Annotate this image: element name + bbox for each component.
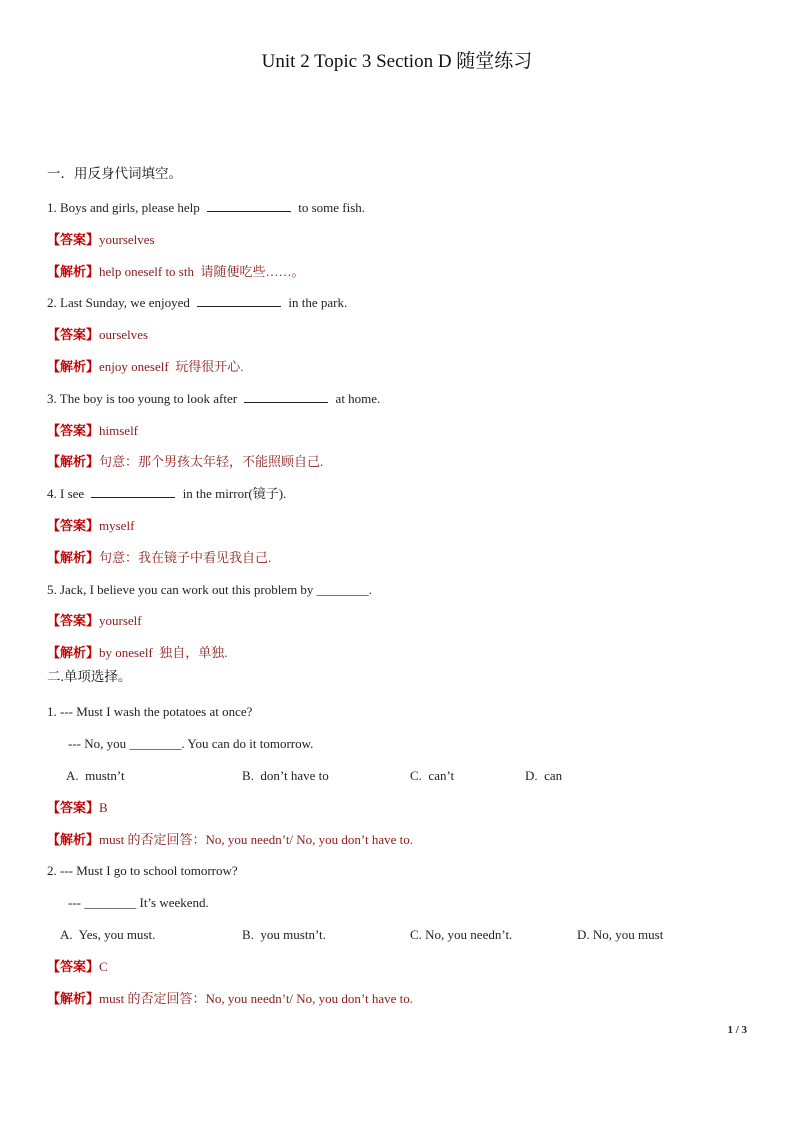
option-d: D. No, you must (577, 927, 664, 942)
section-heading-2: 二.单项选择。 (47, 669, 132, 684)
answer-tag: 【答案】 (47, 518, 100, 533)
answer-text: myself (99, 518, 135, 533)
answer-line-2-2 (47, 958, 108, 976)
analysis-text: must 的否定回答：No, you needn’t/ No, you don’t have to. (99, 832, 414, 847)
analysis-tag: 【解析】 (47, 454, 100, 469)
analysis-text: by oneself 独自，单独. (99, 645, 228, 660)
question-text-after: at home. (332, 391, 381, 406)
answer-text: himself (99, 423, 139, 438)
question-2-1-line2: --- No, you ________. You can do it tomorrow. (68, 736, 314, 751)
analysis-line-1-1 (47, 263, 304, 281)
answer-tag: 【答案】 (47, 327, 100, 342)
answer-tag: 【答案】 (47, 800, 100, 815)
question-text: 3. The boy is too young to look after (47, 391, 241, 406)
analysis-line-1-4 (47, 549, 271, 567)
question-2-2-line2: --- ________ It’s weekend. (68, 895, 209, 910)
option-c: C. can’t (410, 768, 455, 783)
answer-text: B (99, 800, 108, 815)
answer-blank (207, 199, 291, 212)
analysis-text: 句意：那个男孩太年轻，不能照顾自己. (99, 454, 324, 469)
answer-line-1-3 (47, 422, 138, 440)
question-1-5: 5. Jack, I believe you can work out this problem by ________. (47, 582, 372, 597)
analysis-tag: 【解析】 (47, 359, 100, 374)
answer-blank (244, 390, 328, 403)
analysis-tag: 【解析】 (47, 645, 100, 660)
analysis-line-2-2 (47, 990, 413, 1008)
analysis-text: 句意：我在镜子中看见我自己. (99, 550, 272, 565)
analysis-line-1-2 (47, 358, 243, 376)
page-title: Unit 2 Topic 3 Section D 随堂练习 (261, 51, 533, 72)
analysis-tag: 【解析】 (47, 550, 100, 565)
answer-line-1-4 (47, 517, 134, 535)
question-1-3 (47, 390, 380, 408)
answer-line-1-5 (47, 612, 142, 630)
page-number: 1 / 3 (727, 1024, 747, 1036)
question-1-1 (47, 199, 365, 217)
question-text-after: in the mirror(镜子). (179, 486, 287, 501)
analysis-line-1-5 (47, 644, 228, 662)
answer-tag: 【答案】 (47, 423, 100, 438)
section-heading-1: 一．用反身代词填空。 (47, 166, 182, 181)
question-2-1-line1: 1. --- Must I wash the potatoes at once? (47, 704, 253, 719)
analysis-line-1-3 (47, 453, 323, 471)
answer-tag: 【答案】 (47, 613, 100, 628)
option-b: B. you mustn’t. (242, 927, 326, 942)
answer-text: ourselves (99, 327, 149, 342)
answer-tag: 【答案】 (47, 959, 100, 974)
question-text: 4. I see (47, 486, 88, 501)
analysis-line-2-1 (47, 831, 413, 849)
analysis-text: must 的否定回答：No, you needn’t/ No, you don’t have to. (99, 991, 414, 1006)
answer-blank (91, 485, 175, 498)
answer-line-2-1 (47, 799, 108, 817)
analysis-tag: 【解析】 (47, 991, 100, 1006)
question-text: 2. Last Sunday, we enjoyed (47, 295, 194, 310)
answer-blank (197, 294, 281, 307)
analysis-text: enjoy oneself 玩得很开心. (99, 359, 244, 374)
answer-text: yourselves (99, 232, 155, 247)
answer-text: yourself (99, 613, 142, 628)
option-a: A. mustn’t (66, 768, 125, 783)
option-a: A. Yes, you must. (60, 927, 156, 942)
question-1-2 (47, 294, 347, 312)
answer-text: C (99, 959, 108, 974)
analysis-tag: 【解析】 (47, 832, 100, 847)
option-d: D. can (525, 768, 563, 783)
answer-line-1-1 (47, 231, 155, 249)
answer-tag: 【答案】 (47, 232, 100, 247)
answer-line-1-2 (47, 326, 148, 344)
question-text: 1. Boys and girls, please help (47, 200, 203, 215)
question-2-2-line1: 2. --- Must I go to school tomorrow? (47, 863, 238, 878)
option-c: C. No, you needn’t. (410, 927, 513, 942)
analysis-tag: 【解析】 (47, 264, 100, 279)
question-1-4 (47, 485, 286, 503)
question-text-after: to some fish. (294, 200, 366, 215)
option-b: B. don’t have to (242, 768, 329, 783)
question-text-after: in the park. (285, 295, 348, 310)
analysis-text: help oneself to sth 请随便吃些……。 (99, 264, 305, 279)
